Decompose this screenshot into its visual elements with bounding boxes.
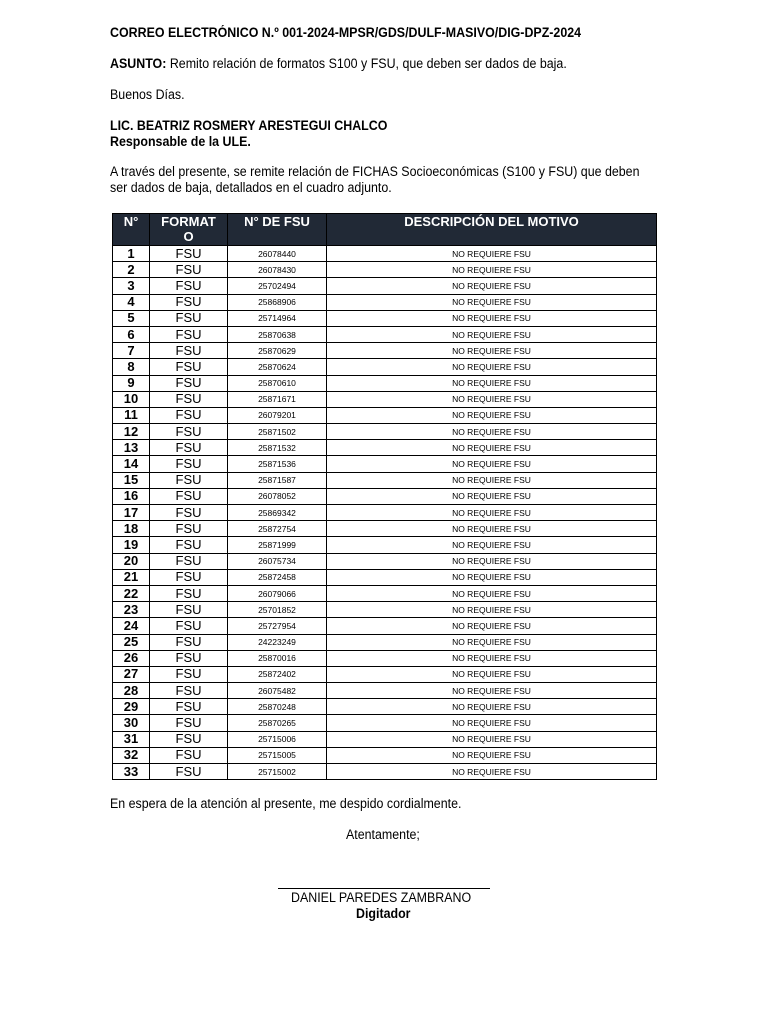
row-fsu-number: 24223249: [228, 634, 327, 650]
signer-name: DANIEL PAREDES ZAMBRANO: [291, 890, 472, 905]
row-description: NO REQUIERE FSU: [327, 391, 657, 407]
row-description: NO REQUIERE FSU: [327, 278, 657, 294]
signature-line: [278, 888, 490, 889]
row-description: NO REQUIERE FSU: [327, 699, 657, 715]
row-number: 23: [113, 602, 150, 618]
row-description: NO REQUIERE FSU: [327, 472, 657, 488]
row-format: FSU: [150, 262, 228, 278]
row-number: 22: [113, 585, 150, 601]
table-row: [113, 359, 657, 375]
row-fsu-number: 25727954: [228, 618, 327, 634]
row-description: NO REQUIERE FSU: [327, 602, 657, 618]
row-format: FSU: [150, 310, 228, 326]
row-fsu-number: 25871536: [228, 456, 327, 472]
table-row: [113, 407, 657, 423]
row-fsu-number: 26078440: [228, 246, 327, 262]
row-format: FSU: [150, 634, 228, 650]
table-row: [113, 666, 657, 682]
row-number: 21: [113, 569, 150, 585]
row-format: FSU: [150, 488, 228, 504]
table-row: [113, 650, 657, 666]
records-table: [112, 213, 657, 780]
row-description: NO REQUIERE FSU: [327, 731, 657, 747]
row-number: 8: [113, 359, 150, 375]
table-row: [113, 521, 657, 537]
header-format-line1: FORMAT: [161, 214, 216, 229]
row-fsu-number: 25870610: [228, 375, 327, 391]
row-number: 17: [113, 505, 150, 521]
table-row: [113, 391, 657, 407]
subject-line: [110, 56, 567, 71]
row-format: FSU: [150, 683, 228, 699]
row-number: 2: [113, 262, 150, 278]
header-description: DESCRIPCIÓN DEL MOTIVO: [327, 214, 657, 246]
row-description: NO REQUIERE FSU: [327, 569, 657, 585]
document-title: CORREO ELECTRÓNICO N.º 001-2024-MPSR/GDS/DULF-MASIVO/DIG-DPZ-2024: [110, 25, 582, 40]
row-format: FSU: [150, 246, 228, 262]
row-number: 3: [113, 278, 150, 294]
row-number: 12: [113, 424, 150, 440]
row-number: 11: [113, 407, 150, 423]
row-fsu-number: 25870624: [228, 359, 327, 375]
row-format: FSU: [150, 472, 228, 488]
row-description: NO REQUIERE FSU: [327, 407, 657, 423]
row-number: 4: [113, 294, 150, 310]
row-description: NO REQUIERE FSU: [327, 683, 657, 699]
row-description: NO REQUIERE FSU: [327, 585, 657, 601]
row-fsu-number: 25870248: [228, 699, 327, 715]
row-description: NO REQUIERE FSU: [327, 634, 657, 650]
row-description: NO REQUIERE FSU: [327, 764, 657, 780]
row-fsu-number: 25714964: [228, 310, 327, 326]
row-format: FSU: [150, 294, 228, 310]
row-fsu-number: 25868906: [228, 294, 327, 310]
row-number: 14: [113, 456, 150, 472]
row-number: 13: [113, 440, 150, 456]
closing-text: En espera de la atención al presente, me despido cordialmente.: [110, 796, 462, 811]
row-number: 24: [113, 618, 150, 634]
table-row: [113, 505, 657, 521]
table-row: [113, 310, 657, 326]
row-description: NO REQUIERE FSU: [327, 310, 657, 326]
row-fsu-number: 26078430: [228, 262, 327, 278]
signer-role: Digitador: [356, 906, 411, 921]
table-row: [113, 764, 657, 780]
row-fsu-number: 26079066: [228, 585, 327, 601]
table-row: [113, 602, 657, 618]
row-number: 15: [113, 472, 150, 488]
row-fsu-number: 25870016: [228, 650, 327, 666]
row-number: 29: [113, 699, 150, 715]
header-format-line2: O: [183, 229, 194, 244]
row-fsu-number: 25870265: [228, 715, 327, 731]
row-fsu-number: 26075734: [228, 553, 327, 569]
table-row: [113, 537, 657, 553]
row-format: FSU: [150, 407, 228, 423]
row-description: NO REQUIERE FSU: [327, 375, 657, 391]
row-number: 9: [113, 375, 150, 391]
row-format: FSU: [150, 602, 228, 618]
table-row: [113, 569, 657, 585]
regards-text: Atentamente;: [346, 827, 420, 842]
table-row: [113, 294, 657, 310]
row-description: NO REQUIERE FSU: [327, 505, 657, 521]
row-description: NO REQUIERE FSU: [327, 521, 657, 537]
row-format: FSU: [150, 618, 228, 634]
row-fsu-number: 26075482: [228, 683, 327, 699]
row-fsu-number: 25702494: [228, 278, 327, 294]
row-number: 28: [113, 683, 150, 699]
row-description: NO REQUIERE FSU: [327, 747, 657, 763]
row-number: 6: [113, 326, 150, 342]
recipient-name: LIC. BEATRIZ ROSMERY ARESTEGUI CHALCO: [110, 118, 388, 133]
row-description: NO REQUIERE FSU: [327, 666, 657, 682]
table-row: [113, 246, 657, 262]
row-fsu-number: 26078052: [228, 488, 327, 504]
row-format: FSU: [150, 375, 228, 391]
header-format: [150, 214, 228, 246]
row-number: 18: [113, 521, 150, 537]
row-format: FSU: [150, 521, 228, 537]
table-row: [113, 262, 657, 278]
row-fsu-number: 25872402: [228, 666, 327, 682]
row-fsu-number: 25869342: [228, 505, 327, 521]
row-description: NO REQUIERE FSU: [327, 537, 657, 553]
row-format: FSU: [150, 650, 228, 666]
row-fsu-number: 25871587: [228, 472, 327, 488]
row-format: FSU: [150, 747, 228, 763]
row-description: NO REQUIERE FSU: [327, 618, 657, 634]
row-number: 32: [113, 747, 150, 763]
row-number: 5: [113, 310, 150, 326]
table-row: [113, 553, 657, 569]
row-format: FSU: [150, 764, 228, 780]
row-format: FSU: [150, 278, 228, 294]
row-fsu-number: 25870629: [228, 343, 327, 359]
row-number: 19: [113, 537, 150, 553]
table-row: [113, 683, 657, 699]
row-number: 30: [113, 715, 150, 731]
table-row: [113, 731, 657, 747]
row-number: 16: [113, 488, 150, 504]
greeting: Buenos Días.: [110, 87, 185, 102]
row-description: NO REQUIERE FSU: [327, 424, 657, 440]
subject-text: Remito relación de formatos S100 y FSU, que deben ser dados de baja.: [166, 56, 567, 71]
row-format: FSU: [150, 440, 228, 456]
row-fsu-number: 25715005: [228, 747, 327, 763]
table-row: [113, 634, 657, 650]
table-row: [113, 343, 657, 359]
row-description: NO REQUIERE FSU: [327, 359, 657, 375]
table-header-row: [113, 214, 657, 246]
row-description: NO REQUIERE FSU: [327, 715, 657, 731]
row-format: FSU: [150, 391, 228, 407]
row-number: 26: [113, 650, 150, 666]
row-fsu-number: 25701852: [228, 602, 327, 618]
row-number: 33: [113, 764, 150, 780]
table-row: [113, 440, 657, 456]
row-format: FSU: [150, 537, 228, 553]
row-number: 10: [113, 391, 150, 407]
table-row: [113, 278, 657, 294]
row-number: 25: [113, 634, 150, 650]
row-format: FSU: [150, 699, 228, 715]
row-number: 27: [113, 666, 150, 682]
row-format: FSU: [150, 359, 228, 375]
row-format: FSU: [150, 715, 228, 731]
row-format: FSU: [150, 731, 228, 747]
row-format: FSU: [150, 553, 228, 569]
row-fsu-number: 25871999: [228, 537, 327, 553]
table-row: [113, 424, 657, 440]
row-format: FSU: [150, 326, 228, 342]
row-description: NO REQUIERE FSU: [327, 246, 657, 262]
row-format: FSU: [150, 666, 228, 682]
table-row: [113, 488, 657, 504]
subject-label: ASUNTO:: [110, 56, 167, 71]
row-fsu-number: 25715002: [228, 764, 327, 780]
row-fsu-number: 25715006: [228, 731, 327, 747]
row-number: 20: [113, 553, 150, 569]
header-number: N°: [113, 214, 150, 246]
header-fsu-number: N° DE FSU: [228, 214, 327, 246]
table-row: [113, 585, 657, 601]
row-description: NO REQUIERE FSU: [327, 294, 657, 310]
row-format: FSU: [150, 424, 228, 440]
row-fsu-number: 26079201: [228, 407, 327, 423]
row-number: 1: [113, 246, 150, 262]
table-row: [113, 326, 657, 342]
row-format: FSU: [150, 585, 228, 601]
row-format: FSU: [150, 505, 228, 521]
table-row: [113, 715, 657, 731]
row-description: NO REQUIERE FSU: [327, 553, 657, 569]
row-description: NO REQUIERE FSU: [327, 650, 657, 666]
table-row: [113, 747, 657, 763]
table-row: [113, 375, 657, 391]
row-fsu-number: 25870638: [228, 326, 327, 342]
recipient-role: Responsable de la ULE.: [110, 134, 251, 149]
table-row: [113, 456, 657, 472]
row-fsu-number: 25871671: [228, 391, 327, 407]
row-format: FSU: [150, 343, 228, 359]
row-fsu-number: 25871532: [228, 440, 327, 456]
row-number: 7: [113, 343, 150, 359]
row-description: NO REQUIERE FSU: [327, 262, 657, 278]
row-fsu-number: 25872754: [228, 521, 327, 537]
row-description: NO REQUIERE FSU: [327, 440, 657, 456]
row-description: NO REQUIERE FSU: [327, 343, 657, 359]
row-fsu-number: 25871502: [228, 424, 327, 440]
row-description: NO REQUIERE FSU: [327, 456, 657, 472]
row-description: NO REQUIERE FSU: [327, 326, 657, 342]
table-row: [113, 472, 657, 488]
row-number: 31: [113, 731, 150, 747]
row-description: NO REQUIERE FSU: [327, 488, 657, 504]
table-row: [113, 618, 657, 634]
row-format: FSU: [150, 456, 228, 472]
table-row: [113, 699, 657, 715]
row-format: FSU: [150, 569, 228, 585]
row-fsu-number: 25872458: [228, 569, 327, 585]
body-paragraph: A través del presente, se remite relación de FICHAS Socioeconómicas (S100 y FSU) que deben ser dados de baja, detallados en el cuadro adjunto.: [110, 164, 640, 195]
